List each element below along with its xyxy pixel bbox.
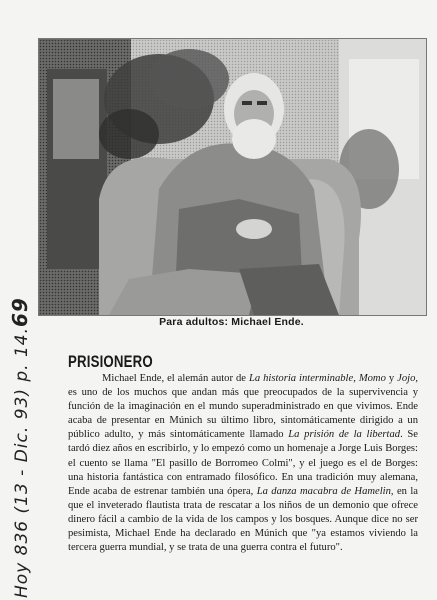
body-text-run: Michael Ende bbox=[102, 373, 162, 384]
italic-title-text: Jojo bbox=[397, 373, 416, 384]
note-date: (13 - Dic. 93) bbox=[12, 388, 32, 514]
italic-title-text: La prisión de la libertad bbox=[288, 429, 401, 441]
note-page: p. 14. bbox=[12, 326, 32, 382]
article-headline: PRISIONERO bbox=[68, 352, 153, 371]
body-text-run: . Se tardó diez años en escribirlo, y lo empezó como un homenaje a Jorge Luis Borges: el cuento se llama "El pasillo de Borromeo Colmi", y el juego es el de Borges: una historia fantástica con entramado filosófico. En una tradición muy alemana, Ende acaba de estrenar también una ópera, bbox=[68, 429, 418, 497]
handwritten-margin-note bbox=[2, 258, 38, 598]
photo-caption: Para adultos: Michael Ende. bbox=[159, 316, 304, 328]
article-body bbox=[68, 372, 418, 555]
body-text-run: , bbox=[353, 373, 359, 384]
note-number: 69 bbox=[8, 297, 32, 327]
note-code: 836 bbox=[12, 519, 32, 556]
note-prefix: Hoy bbox=[12, 561, 32, 598]
article-photo bbox=[38, 38, 427, 316]
body-text-run: , es uno de los muchos que andan más que preocupados de la supervivencia y función de la imaginación en el mundo superadministrado en que vivimos. Ende acaba de presentar en Múnich su último libro, sintomáticamente dirigido a un público adulto, y más sintomáticamente llamado bbox=[68, 373, 419, 441]
article-paragraph bbox=[68, 372, 418, 555]
body-text-run: y bbox=[385, 373, 398, 384]
body-text-run: , en la que el inveterado flautista trata de rescatar a los niños de un demonio que ofrece dinero fácil a cambio de la vida de los campos y los bosques. Aunque dice no ser pesimista, Michael Ende ha declarado en Múnich que "ya estamos viviendo la tercera guerra mundial, y se trata de una guerra contra el futuro". bbox=[68, 485, 418, 554]
italic-title-text: La danza macabra de Hamelin bbox=[256, 485, 391, 497]
italic-title-text: Momo bbox=[358, 373, 386, 384]
italic-title-text: La historia interminable bbox=[248, 373, 354, 384]
body-text-run: , el alemán autor de bbox=[161, 373, 249, 384]
